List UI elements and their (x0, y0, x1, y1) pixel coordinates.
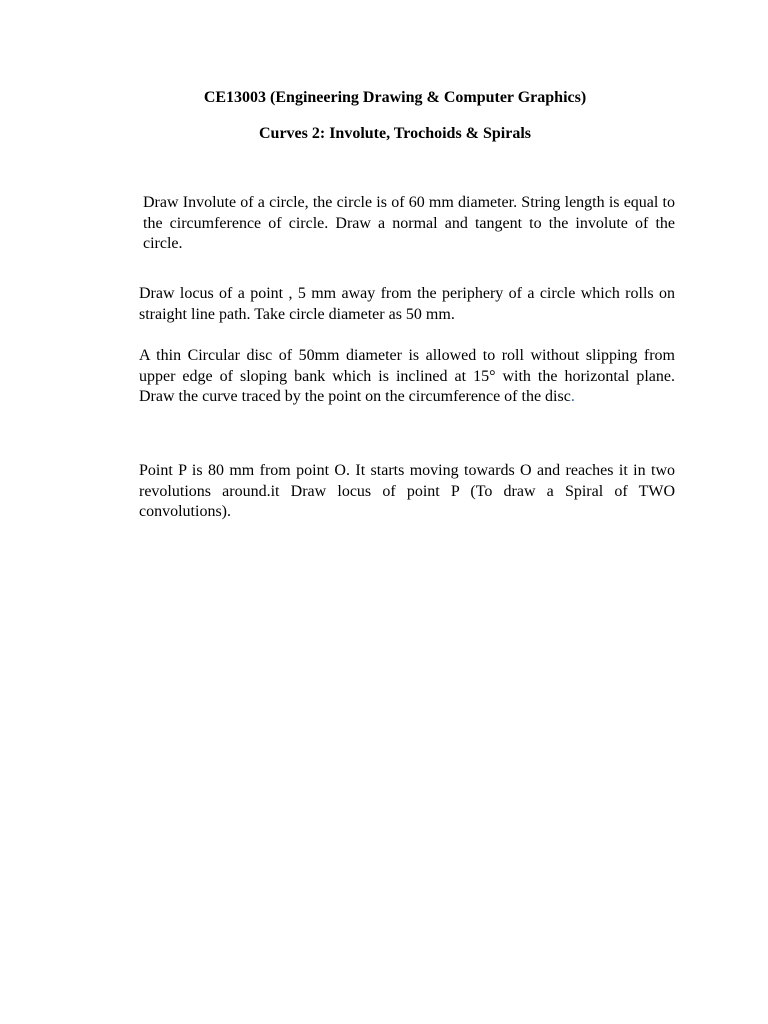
question-involute: Draw Involute of a circle, the circle is of 60 mm diameter. String length is equal to the circumference of circle. Draw a normal and tangent to the involute of the circle. (143, 194, 675, 252)
topic-title: Curves 2: Involute, Trochoids & Spirals (258, 125, 532, 142)
question-rolling-disc (139, 346, 675, 408)
question-rolling-disc-period: . (570, 388, 575, 405)
course-title: CE13003 (Engineering Drawing & Computer Graphics) (203, 89, 587, 106)
question-rolling-disc-text: A thin Circular disc of 50mm diameter is allowed to roll without slipping from upper edge of sloping bank which is inclined at 15° with the horizontal plane. Draw the curve traced by the point on the circumference of the disc (139, 347, 675, 405)
question-spiral: Point P is 80 mm from point O. It starts moving towards O and reaches it in two revolutions around.it Draw locus of point P (To draw a Spiral of TWO convolutions). (139, 462, 675, 520)
question-trochoid: Draw locus of a point , 5 mm away from the periphery of a circle which rolls on straight line path. Take circle diameter as 50 mm. (139, 285, 675, 323)
